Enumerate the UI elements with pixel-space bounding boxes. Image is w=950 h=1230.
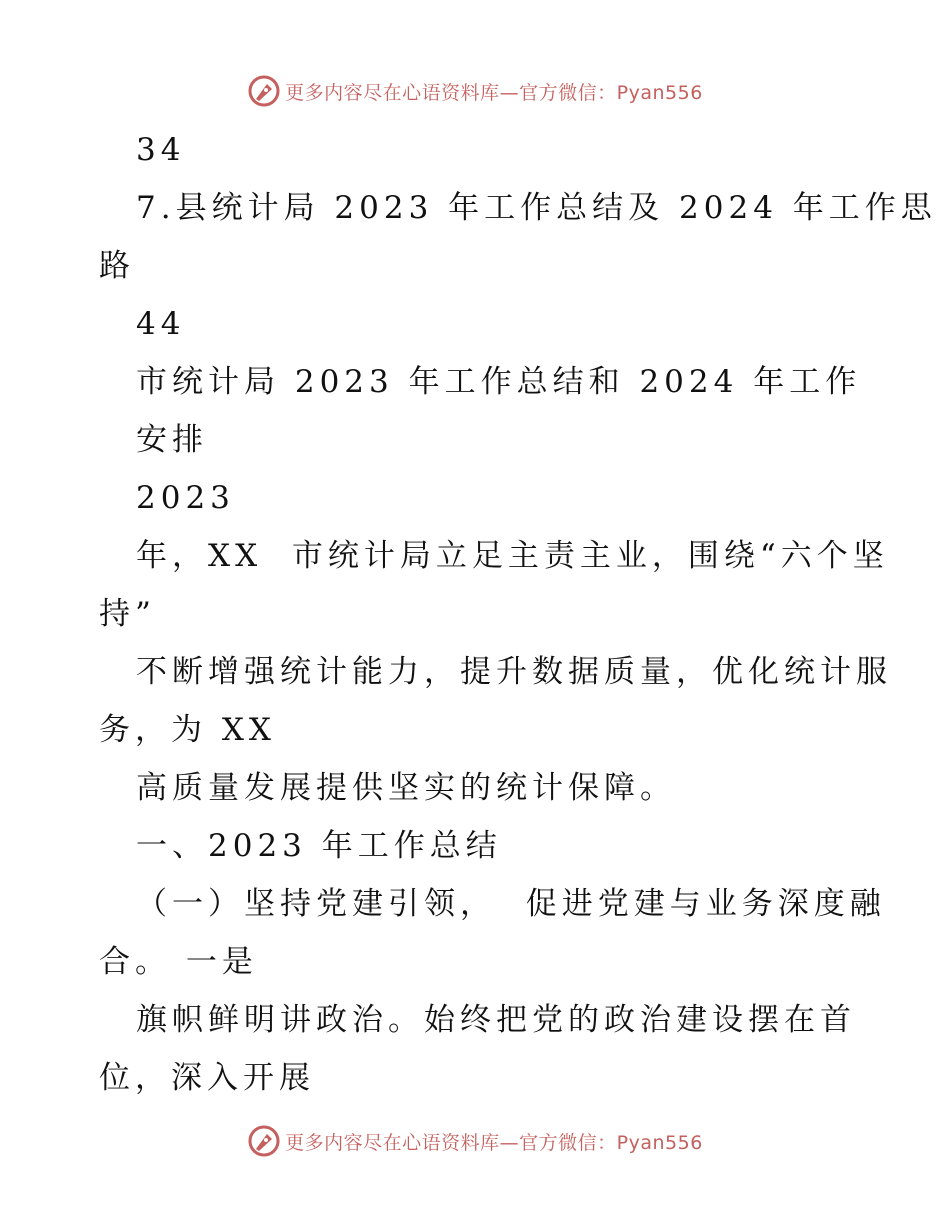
subsection-heading: （一）坚持党建引领， 促进党建与业务深度融 bbox=[136, 886, 886, 922]
text-line: 路 bbox=[99, 248, 135, 284]
text-line: 34 bbox=[136, 132, 186, 168]
text-line: 44 bbox=[136, 306, 186, 342]
watermark-header bbox=[0, 71, 950, 111]
text-line: 市统计局 2023 年工作总结和 2024 年工作 bbox=[136, 364, 862, 400]
watermark-text: 更多内容尽在心语资料库—官方微信：Pyan556 bbox=[285, 81, 703, 104]
text-line: 合。 一是 bbox=[99, 944, 258, 980]
watermark-text: 更多内容尽在心语资料库—官方微信：Pyan556 bbox=[285, 1131, 703, 1154]
text-line: 务，为 XX bbox=[99, 712, 276, 748]
section-heading: 一、2023 年工作总结 bbox=[136, 828, 502, 864]
text-line: 位，深入开展 bbox=[99, 1060, 315, 1096]
text-line: 年，XX 市统计局立足主责主业，围绕“六个坚 bbox=[136, 538, 889, 574]
text-line: 2023 bbox=[136, 480, 235, 516]
pen-nib-logo-icon bbox=[247, 74, 281, 108]
text-line: 不断增强统计能力，提升数据质量，优化统计服 bbox=[136, 654, 892, 690]
text-line: 安排 bbox=[136, 422, 208, 458]
text-line: 旗帜鲜明讲政治。始终把党的政治建设摆在首 bbox=[136, 1002, 856, 1038]
text-line: 持” bbox=[99, 596, 156, 632]
text-line: 高质量发展提供坚实的统计保障。 bbox=[136, 770, 676, 806]
pen-nib-logo-icon bbox=[247, 1124, 281, 1158]
watermark-footer bbox=[0, 1121, 950, 1161]
text-line: 7.县统计局 2023 年工作总结及 2024 年工作思 bbox=[136, 190, 937, 226]
